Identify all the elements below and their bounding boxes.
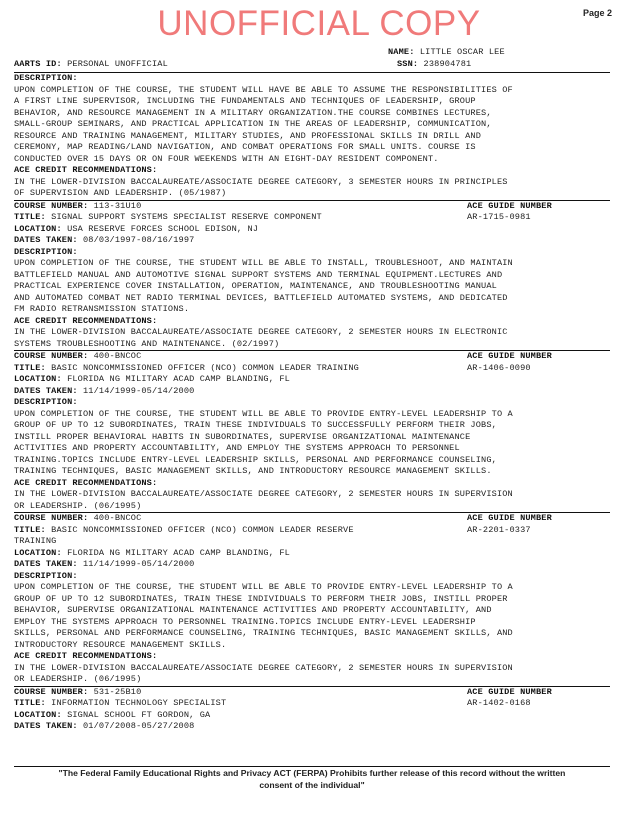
aarts-id-value: PERSONAL UNOFFICIAL — [67, 58, 168, 69]
course-location-label: LOCATION: — [14, 374, 62, 384]
course-ace-text — [14, 663, 610, 686]
course-dates-label: DATES TAKEN: — [14, 721, 78, 731]
course-description-label: DESCRIPTION: — [14, 397, 78, 407]
course-location-value: FLORIDA NG MILITARY ACAD CAMP BLANDING, FL — [61, 374, 290, 384]
course-title-label: TITLE: — [14, 212, 46, 222]
course-location-row — [14, 548, 610, 560]
ferpa-notice — [14, 766, 610, 791]
ace-guide-label: ACE GUIDE NUMBER — [467, 351, 552, 361]
course-number-row — [14, 201, 610, 213]
ferpa-notice-line-2: consent of the individual" — [259, 779, 365, 790]
course-description-line: UPON COMPLETION OF THE COURSE, THE STUDENT WILL BE ABLE TO PROVIDE ENTRY-LEVEL LEADERSHIP TO A — [14, 408, 513, 419]
course-location-row — [14, 710, 610, 722]
course-number-row — [14, 351, 610, 363]
course-description-line: AND AUTOMATED COMBAT NET RADIO TERMINAL DEVICES, BATTLEFIELD AUTOMATED SYSTEMS, AND DEDICATED — [14, 292, 508, 303]
continued-description-line: CONDUCTED OVER 15 DAYS OR ON FOUR WEEKENDS WITH AN EIGHT-DAY RESIDENT COMPONENT. — [14, 153, 439, 164]
course-description-label: DESCRIPTION: — [14, 570, 78, 581]
course-location-label: LOCATION: — [14, 547, 62, 558]
course-number-value: 531-25B10 — [88, 686, 142, 697]
course-number-value: 400-BNCOC — [88, 351, 142, 361]
course-description-line: TRAINING TECHNIQUES, BASIC MANAGEMENT SKILLS, AND INTRODUCTORY RESOURCE MANAGEMENT SKILLS. — [14, 466, 492, 476]
continued-ace-text — [14, 177, 610, 200]
course-description-line: FM RADIO RETRANSMISSION STATIONS. — [14, 304, 190, 314]
course-entry — [14, 512, 610, 686]
page-number: Page 2 — [582, 8, 612, 18]
course-location-label: LOCATION: — [14, 709, 62, 720]
course-ace-line: OR LEADERSHIP. (06/1995) — [14, 500, 142, 511]
course-ace-label: ACE CREDIT RECOMMENDATIONS: — [14, 315, 158, 326]
course-dates-value: 11/14/1999-05/14/2000 — [77, 559, 195, 569]
ace-guide-value: AR-2201-0337 — [467, 524, 531, 535]
course-dates-label: DATES TAKEN: — [14, 235, 78, 245]
course-dates-row — [14, 721, 610, 733]
ace-guide-label: ACE GUIDE NUMBER — [467, 686, 552, 697]
course-description — [14, 582, 610, 651]
course-title-row — [14, 212, 610, 224]
course-title-value: INFORMATION TECHNOLOGY SPECIALIST — [45, 698, 227, 708]
course-number-value: 113-31U10 — [88, 200, 142, 211]
course-description-line: SKILLS, PERSONAL AND PERFORMANCE COUNSELING, TRAINING TECHNIQUES, BASIC MANAGEMENT SKILLS, AND — [14, 628, 513, 638]
course-description-label: DESCRIPTION: — [14, 246, 78, 257]
course-dates-row — [14, 559, 610, 571]
course-title-row — [14, 363, 610, 375]
continued-description-line: A FIRST LINE SUPERVISOR, INCLUDING THE FUNDAMENTALS AND TECHNIQUES OF LEADERSHIP, GROUP — [14, 96, 476, 106]
course-ace-line: SYSTEMS TROUBLESHOOTING AND MAINTENANCE. (02/1997) — [14, 338, 280, 349]
ssn-value: 238904781 — [423, 58, 472, 69]
course-location-value: SIGNAL SCHOOL FT GORDON, GA — [61, 709, 211, 720]
name-value: LITTLE OSCAR LEE — [419, 47, 505, 57]
course-number-label: COURSE NUMBER: — [14, 513, 89, 523]
course-title-value: BASIC NONCOMMISSIONED OFFICER (NCO) COMMON LEADER RESERVE — [45, 524, 354, 535]
course-description — [14, 409, 610, 478]
continued-ace-text-line: IN THE LOWER-DIVISION BACCALAUREATE/ASSOCIATE DEGREE CATEGORY, 3 SEMESTER HOURS IN PRINCIPLES — [14, 176, 508, 187]
course-dates-value: 08/03/1997-08/16/1997 — [77, 235, 195, 245]
name-row — [14, 47, 610, 59]
course-ace-line: IN THE LOWER-DIVISION BACCALAUREATE/ASSOCIATE DEGREE CATEGORY, 2 SEMESTER HOURS IN SUPERVISION — [14, 489, 513, 499]
transcript-header — [14, 47, 610, 70]
ace-guide-label: ACE GUIDE NUMBER — [467, 513, 552, 523]
course-number-row — [14, 513, 610, 525]
course-list — [14, 200, 610, 733]
course-ace-line: IN THE LOWER-DIVISION BACCALAUREATE/ASSOCIATE DEGREE CATEGORY, 2 SEMESTER HOURS IN SUPERVISION — [14, 662, 513, 673]
course-description-line: EMPLOY THE SYSTEMS APPROACH TO PERSONNEL TRAINING.TOPICS INCLUDE ENTRY-LEVEL LEADERSHIP — [14, 616, 476, 627]
continued-description-line: BEHAVIOR, AND RESOURCE MANAGEMENT IN A MILITARY ORGANIZATION.THE COURSE COMBINES LECTURES, — [14, 107, 492, 118]
continued-ace-label: ACE CREDIT RECOMMENDATIONS: — [14, 165, 158, 175]
ace-guide-value: AR-1715-0981 — [467, 212, 531, 222]
continued-ace-text-line: OF SUPERVISION AND LEADERSHIP. (05/1987) — [14, 188, 227, 198]
course-description-line: BATTLEFIELD MANUAL AND AUTOMOTIVE SIGNAL SUPPORT SYSTEMS AND TERMINAL EQUIPMENT.LECTURES AND — [14, 269, 503, 280]
course-title-value: BASIC NONCOMMISSIONED OFFICER (NCO) COMMON LEADER TRAINING — [45, 362, 359, 373]
course-ace-label: ACE CREDIT RECOMMENDATIONS: — [14, 477, 158, 488]
ace-guide-value: AR-1406-0090 — [467, 362, 531, 373]
continued-description-line: UPON COMPLETION OF THE COURSE, THE STUDENT WILL HAVE BE ABLE TO ASSUME THE RESPONSIBILITIES OF — [14, 84, 513, 95]
course-location-value: FLORIDA NG MILITARY ACAD CAMP BLANDING, FL — [61, 547, 290, 558]
course-dates-label: DATES TAKEN: — [14, 385, 78, 396]
course-number-value: 400-BNCOC — [88, 513, 142, 523]
continued-description-line: RESOURCE AND TRAINING MANAGEMENT, MILITARY STUDIES, AND PROFESSIONAL SKILLS IN DRILL AND — [14, 130, 482, 141]
course-description-line: INSTILL PROPER BEHAVIORAL HABITS IN SUBORDINATES, SUPERVISE ORGANIZATIONAL MAINTENANCE — [14, 431, 471, 442]
course-title-label: TITLE: — [14, 524, 46, 535]
course-dates-value: 11/14/1999-05/14/2000 — [77, 385, 195, 396]
course-number-label: COURSE NUMBER: — [14, 200, 89, 211]
aarts-id-label: AARTS ID: — [14, 58, 62, 69]
continued-description-label: DESCRIPTION: — [14, 73, 78, 83]
course-description-line: ACTIVITIES AND PROPERTY ACCOUNTABILITY, AND EMPLOY THE SYSTEMS APPROACH TO PERSONNEL — [14, 443, 460, 453]
transcript-content — [14, 73, 610, 733]
course-location-label: LOCATION: — [14, 223, 62, 234]
course-title-row — [14, 698, 610, 710]
course-dates-value: 01/07/2008-05/27/2008 — [77, 721, 195, 731]
course-ace-text — [14, 327, 610, 350]
course-number-label: COURSE NUMBER: — [14, 686, 89, 697]
course-location-row — [14, 374, 610, 386]
course-description-line: GROUP OF UP TO 12 SUBORDINATES, TRAIN THESE INDIVIDUALS TO SUCCESSFULLY PERFORM THEIR JOBS, — [14, 420, 497, 430]
course-title-value: SIGNAL SUPPORT SYSTEMS SPECIALIST RESERVE COMPONENT — [45, 212, 322, 222]
course-description-line: PRACTICAL EXPERIENCE COVER INSTALLATION, OPERATION, MAINTENANCE, AND TROUBLESHOOTING MANUAL — [14, 281, 497, 291]
continued-course-section — [14, 73, 610, 200]
course-title-continued: TRAINING — [14, 536, 57, 546]
ssn-label: SSN: — [397, 58, 419, 69]
course-dates-row — [14, 386, 610, 398]
course-entry — [14, 686, 610, 733]
ace-guide-label: ACE GUIDE NUMBER — [467, 200, 552, 211]
course-description-line: BEHAVIOR, SUPERVISE ORGANIZATIONAL MAINTENANCE ACTIVITIES AND PROPERTY ACCOUNTABILITY, AND — [14, 605, 492, 615]
continued-description-line: CEREMONY, MAP READING/LAND NAVIGATION, AND COMBAT OPERATIONS FOR SMALL UNITS. COURSE IS — [14, 142, 476, 152]
course-title-label: TITLE: — [14, 698, 46, 708]
course-ace-label: ACE CREDIT RECOMMENDATIONS: — [14, 651, 158, 661]
course-dates-label: DATES TAKEN: — [14, 559, 78, 569]
course-title-label: TITLE: — [14, 362, 46, 373]
course-description-line: UPON COMPLETION OF THE COURSE, THE STUDENT WILL BE ABLE TO INSTALL, TROUBLESHOOT, AND MAINTAIN — [14, 258, 513, 268]
watermark-unofficial-copy: UNOFFICIAL COPY — [157, 4, 481, 43]
course-entry — [14, 350, 610, 512]
course-location-value: USA RESERVE FORCES SCHOOL EDISON, NJ — [61, 223, 259, 234]
continued-description — [14, 85, 610, 166]
course-description-line: INTRODUCTORY RESOURCE MANAGEMENT SKILLS. — [14, 639, 227, 650]
course-description — [14, 258, 610, 316]
course-ace-line: OR LEADERSHIP. (06/1995) — [14, 674, 142, 684]
course-description-line: UPON COMPLETION OF THE COURSE, THE STUDENT WILL BE ABLE TO PROVIDE ENTRY-LEVEL LEADERSHIP TO A — [14, 582, 513, 592]
course-number-label: COURSE NUMBER: — [14, 351, 89, 361]
course-number-row — [14, 687, 610, 699]
course-title-row — [14, 525, 610, 537]
course-location-row — [14, 224, 610, 236]
course-ace-line: IN THE LOWER-DIVISION BACCALAUREATE/ASSOCIATE DEGREE CATEGORY, 2 SEMESTER HOURS IN ELECTRONIC — [14, 327, 508, 337]
course-description-line: TRAINING.TOPICS INCLUDE ENTRY-LEVEL LEADERSHIP SKILLS, PERSONAL AND PERFORMANCE COUNSELING, — [14, 454, 497, 465]
ace-guide-value: AR-1402-0168 — [467, 698, 531, 708]
course-ace-text — [14, 489, 610, 512]
course-dates-row — [14, 235, 610, 247]
name-label: NAME: — [388, 47, 415, 57]
course-description-line: GROUP OF UP TO 12 SUBORDINATES, TRAIN THESE INDIVIDUALS TO PERFORM THEIR JOBS, INSTILL PROPER — [14, 593, 508, 604]
id-row — [14, 59, 610, 71]
course-entry — [14, 200, 610, 351]
ferpa-notice-line-1: "The Federal Family Educational Rights and Privacy ACT (FERPA) Prohibits further release of this record without the written — [58, 768, 566, 778]
continued-description-line: SMALL-GROUP SEMINARS, AND PRACTICAL APPLICATION IN THE AREAS OF LEADERSHIP, COMMUNICATION, — [14, 119, 492, 129]
